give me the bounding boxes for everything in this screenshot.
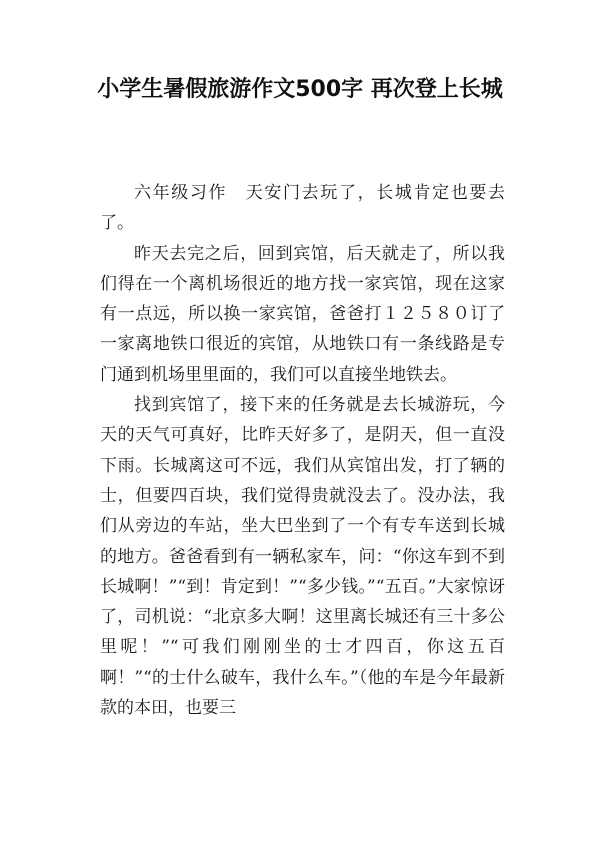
document-title: 小学生暑假旅游作文500字 再次登上长城 [97,77,503,102]
paragraph-hotel: 昨天去完之后，回到宾馆，后天就走了，所以我们得在一个离机场很近的地方找一家宾馆，现在这家有一点远，所以换一家宾馆，爸爸打１２５８０订了一家离地铁口很近的宾馆，从地铁口有一条线路是专门通到机场里里面的，我们可以直接坐地铁去。 [100,243,505,385]
paragraph-intro: 六年级习作 天安门去玩了，长城肯定也要去了。 [100,183,505,234]
paragraph-great-wall: 找到宾馆了，接下来的任务就是去长城游玩，今天的天气可真好，比昨天好多了，是阴天，但一直没下雨。长城离这可不远，我们从宾馆出发，打了辆的士，但要四百块，我们觉得贵就没去了。没办法，我们从旁边的车站，坐大巴坐到了一个有专车送到长城的地方。爸爸看到有一辆私家车，问：“你这车到不到长城啊！”“到！肯定到！”“多少钱。”“五百。”大家惊讶了，司机说：“北京多大啊！这里离长城还有三十多公里呢！”“可我们刚刚坐的士才四百，你这五百啊！”“的士什么破车，我什么车。”（他的车是今年最新款的本田，也要三 [100,395,505,719]
document-body [100,178,505,723]
